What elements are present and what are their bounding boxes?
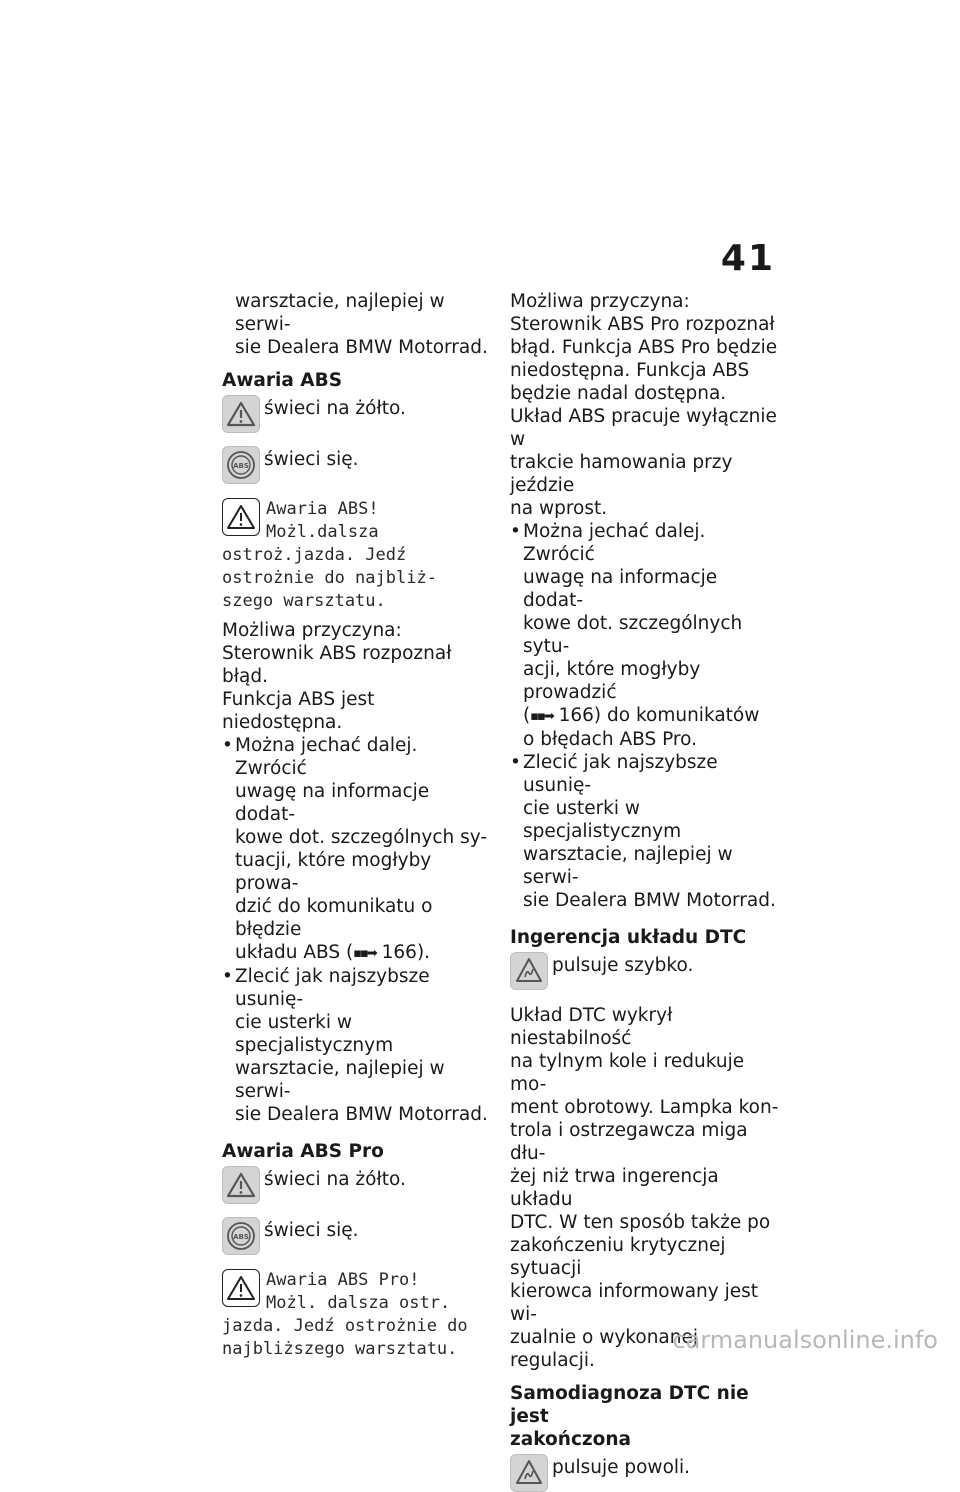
warning-triangle-icon xyxy=(222,1166,260,1204)
arrow-right-icon: ▪▪➡ xyxy=(353,946,376,961)
display-line: szego warsztatu. xyxy=(222,591,386,611)
abs-display-message xyxy=(222,498,492,613)
arrow-right-icon: ▪▪➡ xyxy=(530,709,553,724)
abs-pro-cause-text: Możliwa przyczyna: Sterownik ABS Pro rozpoznał błąd. Funkcja ABS Pro będzie niedostępna. Funkcja ABS będzie nadal dostępna. Układ ABS pracuje wyłącznie w trakcie hamowania przy jeździe na wprost. xyxy=(510,291,778,519)
display-line: najbliższego warsztatu. xyxy=(222,1339,458,1359)
page-reference-link[interactable]: 166). xyxy=(375,942,431,963)
display-line: Możl.dalsza xyxy=(266,522,379,542)
display-line: ostrożnie do najbliż- xyxy=(222,568,437,588)
list-item: • Zlecić jak najszybsze usunię- cie usterki w specjalistycznym warsztacie, najlepiej w serwi- sie Dealera BMW Motorrad. xyxy=(510,752,776,911)
abs-pro-warning-row xyxy=(222,1166,492,1204)
dtc-intervention-label: pulsuje szybko. xyxy=(552,955,694,976)
abs-pro-failure-heading: Awaria ABS Pro xyxy=(222,1141,384,1162)
dtc-traction-icon xyxy=(510,952,548,990)
warning-triangle-outline-icon xyxy=(222,498,260,536)
abs-failure-heading: Awaria ABS xyxy=(222,370,343,391)
warning-triangle-icon xyxy=(222,395,260,433)
abs-warning-label: świeci na żółto. xyxy=(264,398,406,419)
display-line: jazda. Jedź ostrożnie do xyxy=(222,1316,468,1336)
dtc-selfdiag-row xyxy=(510,1454,780,1492)
list-item: • Można jechać dalej. Zwrócić uwagę na informacje dodat- kowe dot. szczególnych sytu- acji, które mogłyby prowadzić (▪▪➡ 166) do komunikatów o błędach ABS Pro. xyxy=(510,521,760,750)
intro-text: warsztacie, najlepiej w serwi- sie Dealera BMW Motorrad. xyxy=(235,291,488,358)
dtc-traction-icon xyxy=(510,1454,548,1492)
warning-triangle-outline-icon xyxy=(222,1269,260,1307)
abs-cause-text: Możliwa przyczyna: Sterownik ABS rozpoznał błąd. Funkcja ABS jest niedostępna. xyxy=(222,620,452,733)
abs-light-label: świeci się. xyxy=(264,449,359,470)
page-reference-link[interactable]: 166) do komunikatów xyxy=(552,705,760,726)
abs-pro-light-row xyxy=(222,1217,492,1255)
svg-text:ABS: ABS xyxy=(233,1233,249,1241)
right-column xyxy=(510,290,780,1492)
abs-pro-display-message xyxy=(222,1269,492,1361)
dtc-intervention-heading: Ingerencja układu DTC xyxy=(510,927,747,948)
svg-text:ABS: ABS xyxy=(233,462,249,470)
display-line: Awaria ABS Pro! xyxy=(266,1270,420,1290)
abs-circle-icon xyxy=(222,446,260,484)
dtc-selfdiag-heading: Samodiagnoza DTC nie jest zakończona xyxy=(510,1383,749,1450)
abs-pro-light-label: świeci się. xyxy=(264,1220,359,1241)
left-column xyxy=(222,290,492,1361)
list-item: • Można jechać dalej. Zwrócić uwagę na informacje dodat- kowe dot. szczególnych sy- tuacji, które mogłyby prowa- dzić do komunikatu o błędzie układu ABS (▪▪➡ 166). xyxy=(222,735,488,963)
list-item: • Zlecić jak najszybsze usunię- cie usterki w specjalistycznym warsztacie, najlepiej w serwi- sie Dealera BMW Motorrad. xyxy=(222,966,488,1125)
display-line: Awaria ABS! xyxy=(266,499,379,519)
dtc-intervention-row xyxy=(510,952,780,990)
dtc-intervention-text: Układ DTC wykrył niestabilność na tylnym kole i redukuje mo- ment obrotowy. Lampka kon- trola i ostrzegawcza miga dłu- żej niż trwa ingerencja układu DTC. W ten sposób także po zakończeniu krytycznej sytuacji kierowca informowany jest wi- zualnie o wykonanej regulacji. xyxy=(510,1005,779,1371)
dtc-selfdiag-label: pulsuje powoli. xyxy=(552,1457,691,1478)
display-line: ostroż.jazda. Jedź xyxy=(222,545,407,565)
watermark: carmanualsonline.info xyxy=(672,1326,938,1354)
abs-light-row xyxy=(222,446,492,484)
display-line: Możl. dalsza ostr. xyxy=(266,1293,451,1313)
abs-pro-warning-label: świeci na żółto. xyxy=(264,1169,406,1190)
abs-warning-row xyxy=(222,395,492,433)
abs-circle-icon xyxy=(222,1217,260,1255)
page-number: 41 xyxy=(720,238,775,279)
